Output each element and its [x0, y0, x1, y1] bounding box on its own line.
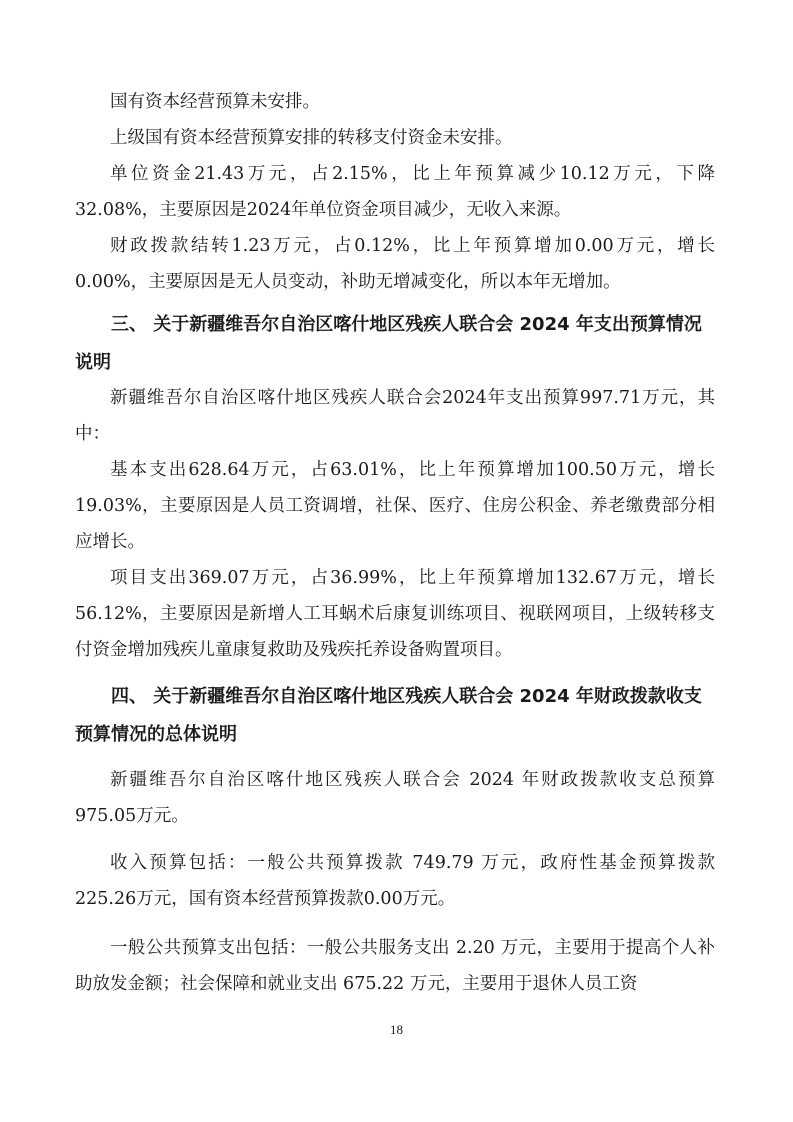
section-heading-fiscal-appropriation: 四、 关于新疆维吾尔自治区喀什地区残疾人联合会 2024 年财政拨款收支预算情况的总体说明 — [75, 686, 702, 745]
paragraph-revenue-budget: 收入预算包括：一般公共预算拨款 749.79 万元，政府性基金预算拨款225.26万元，国有资本经营预算拨款0.00万元。 — [75, 853, 715, 909]
paragraph-fiscal-total: 新疆维吾尔自治区喀什地区残疾人联合会 2024 年财政拨款收支总预算975.05万元。 — [75, 770, 715, 826]
paragraph-project-expenditure: 项目支出369.07万元，占36.99%，比上年预算增加132.67万元，增长56.12%，主要原因是新增人工耳蜗术后康复训练项目、视联网项目，上级转移支付资金增加残疾儿童康复救助及残疾托养设备购置项目。 — [75, 568, 715, 660]
section-heading-expenditure: 三、 关于新疆维吾尔自治区喀什地区残疾人联合会 2024 年支出预算情况说明 — [75, 314, 702, 373]
paragraph-transfer-payment: 上级国有资本经营预算安排的转移支付资金未安排。 — [110, 128, 513, 148]
paragraph-carryover: 财政拨款结转1.23万元，占0.12%，比上年预算增加0.00万元，增长0.00%，主要原因是无人员变动，补助无增减变化，所以本年无增加。 — [75, 236, 715, 292]
paragraph-expenditure-total: 新疆维吾尔自治区喀什地区残疾人联合会2024年支出预算997.71万元，其中： — [75, 388, 715, 444]
paragraph-unit-funds: 单位资金21.43万元，占2.15%，比上年预算减少10.12万元，下降32.08%，主要原因是2024年单位资金项目减少，无收入来源。 — [75, 164, 715, 220]
page-number: 18 — [390, 1022, 403, 1037]
paragraph-basic-expenditure: 基本支出628.64万元，占63.01%，比上年预算增加100.50万元，增长19.03%，主要原因是人员工资调增，社保、医疗、住房公积金、养老缴费部分相应增长。 — [75, 460, 715, 552]
paragraph-state-capital-budget: 国有资本经营预算未安排。 — [110, 92, 320, 112]
paragraph-general-expenditure: 一般公共预算支出包括：一般公共服务支出 2.20 万元，主要用于提高个人补助放发金额；社会保障和就业支出 675.22 万元，主要用于退休人员工资 — [75, 938, 715, 994]
